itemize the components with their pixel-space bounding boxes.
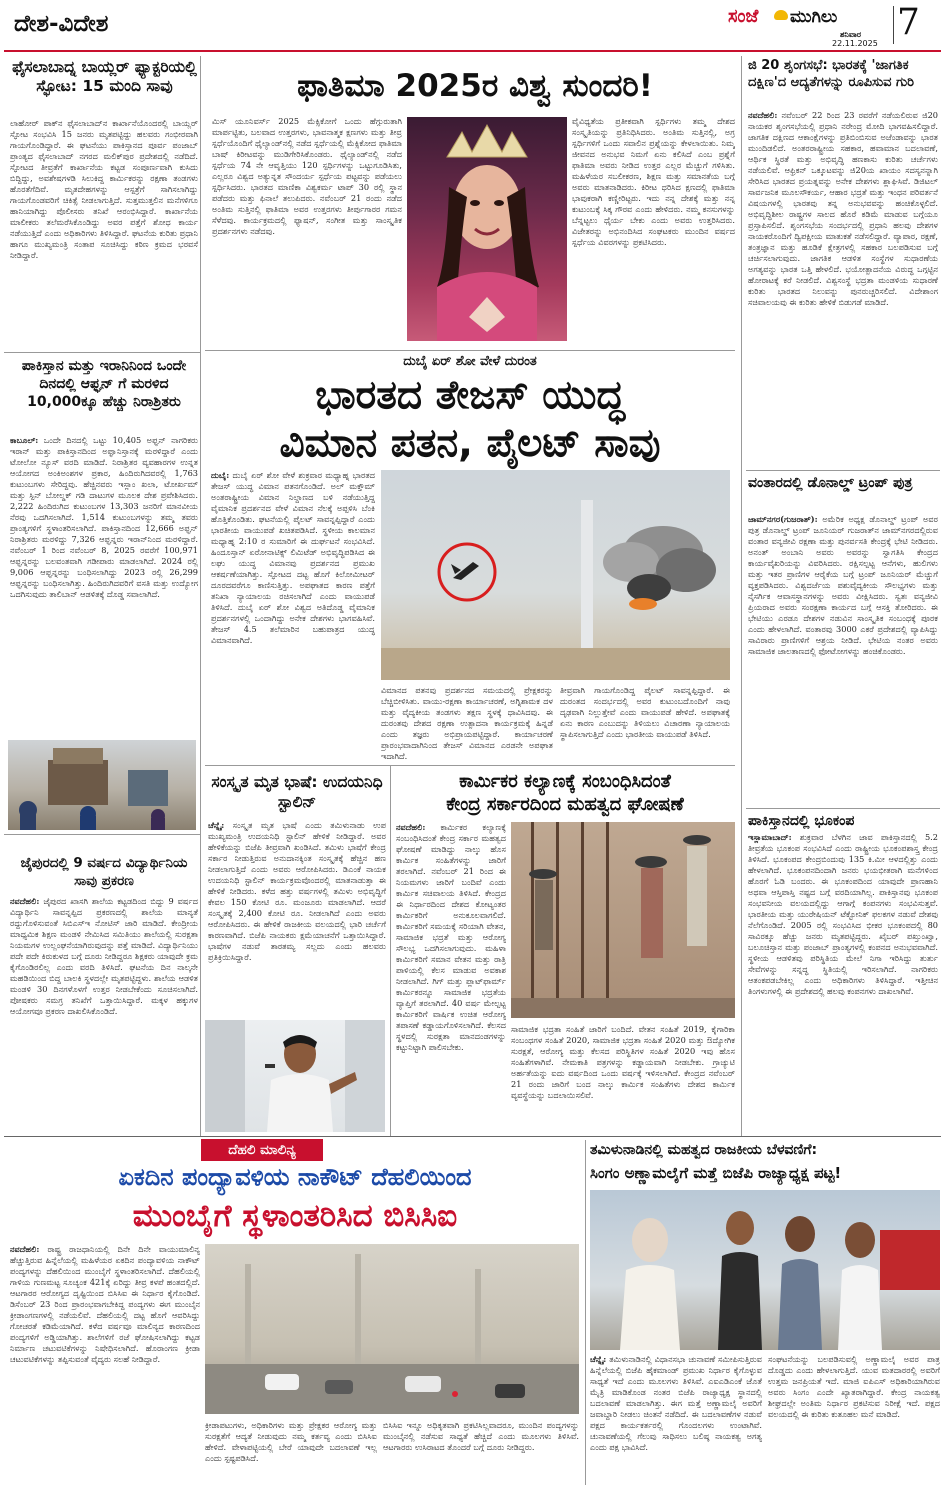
delhi-smog-traffic-scene	[205, 1244, 579, 1414]
quake-headline: ಪಾಕಿಸ್ತಾನದಲ್ಲಿ ಭೂಕಂಪ	[748, 813, 855, 829]
paper-name-mugilu: ಮುಗಿಲು	[790, 7, 838, 27]
udhayanidhi-headline: ಸಂಸ್ಕೃತ ಮೃತ ಭಾಷೆ: ಉದಯನಿಧಿ ಸ್ಟಾಲಿನ್	[211, 773, 383, 811]
cloud-logo-icon	[774, 10, 788, 20]
quake-body	[748, 832, 938, 1132]
g20-dateline: ನವದೆಹಲಿ:	[748, 110, 778, 120]
issue-date: 22.11.2025	[832, 39, 878, 48]
bcci-headline-line1: ಏಕದಿನ ಪಂದ್ಯಾವಳಿಯ ನಾಕೌಟ್ ದೆಹಲಿಯಿಂದ	[118, 1163, 472, 1191]
labour-headline-line1: ಕಾರ್ಮಿಕರ ಕಲ್ಯಾಣಕ್ಕೆ ಸಂಬಂಧಿಸಿದಂತೆ	[459, 771, 671, 792]
tejas-dateline: ದುಬೈ:	[211, 470, 230, 480]
labour-headline-line2: ಕೇಂದ್ರ ಸರ್ಕಾರದಿಂದ ಮಹತ್ವದ ಘೋಷಣೆ	[446, 794, 684, 815]
tejas-crash-scene	[381, 470, 730, 680]
tejas-body-mid	[381, 685, 553, 763]
udhayanidhi-body	[208, 820, 386, 1016]
fatima-crowned-portrait	[407, 117, 567, 341]
bcci-body-right	[383, 1420, 579, 1484]
issue-day: ಶನಿವಾರ	[840, 30, 862, 39]
fatima-body-right	[572, 116, 735, 344]
delhi-smog-photo	[205, 1244, 579, 1414]
masthead-logo	[728, 6, 888, 46]
quake-text: ಶುಕ್ರವಾರ ಬೆಳಗಿನ ಜಾವ ಪಾಕಿಸ್ತಾನದಲ್ಲಿ 5.2 ತೀವ್ರತೆಯ ಭೂಕಂಪ ಸಂಭವಿಸಿದೆ ಎಂದು ರಾಷ್ಟ್ರೀಯ ಭೂಕಂಪಶಾಸ್ತ್ರ ಕೇಂದ್ರ ತಿಳಿಸಿದೆ. ಭೂಕಂಪದ ಕೇಂದ್ರಬಿಂದುವು 135 ಕಿ.ಮೀ ಆಳದಲ್ಲಿತ್ತು ಎಂದು ಹೇಳಲಾಗಿದೆ. ಭೂಕಂಪನದಿಂದಾಗಿ ಜನರು ಭಯಭೀತರಾಗಿ ಮನೆಗಳಿಂದ ಹೊರಗೆ ಓಡಿ ಬಂದರು. ಈ ಭೂಕಂಪದಿಂದ ಯಾವುದೇ ಪ್ರಾಣಹಾನಿ ಅಥವಾ ಆಸ್ತಿಪಾಸ್ತಿ ನಷ್ಟದ ಬಗ್ಗೆ ವರದಿಯಾಗಿಲ್ಲ. ಪಾಕಿಸ್ತಾನವು ಭೂಕಂಪ ಸಂಭವನೀಯ ವಲಯದಲ್ಲಿದ್ದು ಆಗಾಗ್ಗೆ ಕಂಪನಗಳು ಸಂಭವಿಸುತ್ತವೆ. ಭಾರತೀಯ ಮತ್ತು ಯುರೇಷಿಯನ್ ಟೆಕ್ಟೋನಿಕ್ ಫಲಕಗಳ ನಡುವೆ ದೇಶವು ನೆಲೆಗೊಂಡಿದೆ. 2005 ರಲ್ಲಿ ಸಂಭವಿಸಿದ ಭೀಕರ ಭೂಕಂಪದಲ್ಲಿ 80 ಸಾವಿರಕ್ಕೂ ಹೆಚ್ಚು ಜನರು ಮೃತಪಟ್ಟಿದ್ದರು. ಖೈಬರ್ ಪಖ್ತುಂಖ್ವಾ, ಬಲೂಚಿಸ್ತಾನ ಮತ್ತು ಪಂಜಾಬ್ ಪ್ರಾಂತ್ಯಗಳಲ್ಲಿ ಕಂಪನದ ಅನುಭವವಾಗಿದೆ. ಸ್ಥಳೀಯ ಆಡಳಿತವು ಪರಿಸ್ಥಿತಿಯ ಮೇಲೆ ನಿಗಾ ಇರಿಸಿದ್ದು ತುರ್ತು ಸೇವೆಗಳನ್ನು ಸನ್ನದ್ಧ ಸ್ಥಿತಿಯಲ್ಲಿ ಇರಿಸಲಾಗಿದೆ. ನಾಗರಿಕರು ಆತಂಕಪಡಬೇಕಿಲ್ಲ ಎಂದು ಅಧಿಕಾರಿಗಳು ತಿಳಿಸಿದ್ದಾರೆ. ಇತ್ತೀಚಿನ ತಿಂಗಳುಗಳಲ್ಲಿ ಈ ಪ್ರದೇಶದಲ್ಲಿ ಹಲವು ಕಂಪನಗಳು ದಾಖಲಾಗಿವೆ.	[748, 832, 938, 996]
udhayanidhi-photo	[205, 1020, 385, 1132]
faisalabad-text: ಲಾಹೋರ್ ಪಾಕ್‌ನ ಫೈಸಲಾಬಾದ್‌ನ ಕಾರ್ಖಾನೆಯೊಂದರಲ್ಲಿ ಬಾಯ್ಲರ್ ಸ್ಫೋಟ ಸಂಭವಿಸಿ 15 ಜನರು ಮೃತಪಟ್ಟಿದ್ದು ಹಲವರು ಗಂಭೀರವಾಗಿ ಗಾಯಗೊಂಡಿದ್ದಾರೆ. ಈ ಘಟನೆಯು ಪಾಕಿಸ್ತಾನದ ಪೂರ್ವ ಪಂಜಾಬ್ ಪ್ರಾಂತ್ಯದ ಫೈಸಲಾಬಾದ್ ನಗರದ ಮಲಿಕ್‌ಪುರ ಪ್ರದೇಶದಲ್ಲಿ ನಡೆದಿದೆ. ಸ್ಫೋಟದ ತೀವ್ರತೆಗೆ ಕಾರ್ಖಾನೆಯ ಕಟ್ಟಡ ಸಂಪೂರ್ಣವಾಗಿ ಕುಸಿದು ಬಿದ್ದಿದ್ದು, ಅವಶೇಷಗಳಡಿ ಸಿಲುಕಿದ್ದ ಕಾರ್ಮಿಕರನ್ನು ರಕ್ಷಣಾ ತಂಡಗಳು ಹೊರತೆಗೆದಿವೆ. ಮೃತದೇಹಗಳನ್ನು ಆಸ್ಪತ್ರೆಗೆ ಸಾಗಿಸಲಾಗಿದ್ದು ಗಾಯಗೊಂಡವರಿಗೆ ಚಿಕಿತ್ಸೆ ನೀಡಲಾಗುತ್ತಿದೆ. ಸುತ್ತಮುತ್ತಲಿನ ಮನೆಗಳಿಗೂ ಹಾನಿಯಾಗಿದ್ದು ಪೊಲೀಸರು ತನಿಖೆ ಆರಂಭಿಸಿದ್ದಾರೆ. ಕಾರ್ಖಾನೆಯ ಮಾಲೀಕರು ತಲೆಮರೆಸಿಕೊಂಡಿದ್ದು ಅವರ ಪತ್ತೆಗೆ ಶೋಧ ಕಾರ್ಯ ನಡೆಯುತ್ತಿದೆ ಎಂದು ಅಧಿಕಾರಿಗಳು ತಿಳಿಸಿದ್ದಾರೆ. ಘಟನೆಯ ಕುರಿತು ಪ್ರಧಾನಿ ಹಾಗೂ ಮುಖ್ಯಮಂತ್ರಿ ಸಂತಾಪ ಸೂಚಿಸಿದ್ದು ಕಠಿಣ ಕ್ರಮದ ಭರವಸೆ ನೀಡಿದ್ದಾರೆ.	[10, 118, 198, 260]
faisalabad-body	[10, 118, 198, 346]
tejas-headline-line2: ವಿಮಾನ ಪತನ, ಪೈಲಟ್ ಸಾವು	[279, 421, 661, 466]
bcci-body-left	[10, 1244, 200, 1484]
fatima-text-right: ವೈವಿಧ್ಯತೆಯ ಪ್ರತೀಕವಾಗಿ ಸ್ಪರ್ಧಿಗಳು ತಮ್ಮ ದೇಶದ ಸಂಸ್ಕೃತಿಯನ್ನು ಪ್ರತಿನಿಧಿಸಿದರು. ಅಂತಿಮ ಸುತ್ತಿನಲ್ಲಿ, ಅಗ್ರ ಸ್ಪರ್ಧಿಗಳಿಗೆ ಒಂದು ಸವಾಲಿನ ಪ್ರಶ್ನೆಯನ್ನು ಕೇಳಲಾಯಿತು. ನಿಮ್ಮ ಜೀವನದ ಅನುಭವ ನಿಮಗೆ ಏನು ಕಲಿಸಿದೆ ಎಂಬ ಪ್ರಶ್ನೆಗೆ ಫಾತಿಮಾ ಅವರು ನೀಡಿದ ಉತ್ತರ ಎಲ್ಲರ ಮೆಚ್ಚುಗೆ ಗಳಿಸಿತು. ಮಹಿಳೆಯರ ಸಬಲೀಕರಣ, ಶಿಕ್ಷಣ ಮತ್ತು ಸಮಾನತೆಯ ಬಗ್ಗೆ ಅವರು ಮಾತನಾಡಿದರು. ಕಿರೀಟ ಧರಿಸಿದ ಕ್ಷಣದಲ್ಲಿ ಫಾತಿಮಾ ಭಾವುಕರಾಗಿ ಕಣ್ಣೀರಿಟ್ಟರು. ಇದು ನನ್ನ ದೇಶಕ್ಕೆ ಮತ್ತು ನನ್ನ ಕುಟುಂಬಕ್ಕೆ ಸಿಕ್ಕ ಗೌರವ ಎಂದು ಹೇಳಿದರು. ನಮ್ಮ ಕನಸುಗಳನ್ನು ಬೆನ್ನಟ್ಟಲು ಧೈರ್ಯ ಬೇಕು ಎಂದು ಅವರು ಉತ್ತರಿಸಿದರು. ವಿಜೇತರನ್ನು ಅಭಿನಂದಿಸಿದ ಸಂಘಟಕರು ಮುಂದಿನ ವರ್ಷದ ಸ್ಪರ್ಧೆಯ ವಿವರಗಳನ್ನು ಪ್ರಕಟಿಸಿದರು.	[572, 116, 735, 247]
g20-headline: ಜಿ 20 ಶೃಂಗಸಭೆ: ಭಾರತಕ್ಕೆ 'ಜಾಗತಿಕ ದಕ್ಷಿಣ'ದ ಆದ್ಯತೆಗಳನ್ನು ರೂಪಿಸುವ ಗುರಿ	[748, 58, 914, 90]
annamalai-modi-photo	[590, 1190, 940, 1350]
udhayanidhi-speaking-scene	[205, 1020, 385, 1132]
afghan-text: ಒಂದೇ ದಿನದಲ್ಲಿ ಒಟ್ಟು 10,405 ಅಫ್ಘನ್ ನಾಗರಿಕರು ಇರಾನ್ ಮತ್ತು ಪಾಕಿಸ್ತಾನದಿಂದ ಅಫ್ಘಾನಿಸ್ತಾನಕ್ಕೆ ಮರಳಿದ್ದಾರೆ ಎಂದು ಟೋಲೋ ನ್ಯೂಸ್ ವರದಿ ಮಾಡಿದೆ. ನಿರಾಶ್ರಿತರ ವ್ಯವಹಾರಗಳ ಉನ್ನತ ಆಯೋಗದ ಅಂಕಿಅಂಶಗಳ ಪ್ರಕಾರ, ಹಿಂದಿರುಗಿದವರಲ್ಲಿ 1,763 ಕುಟುಂಬಗಳು ಸೇರಿದ್ದವು. ಹೆಚ್ಚಿನವರು ಇಸ್ಲಾಂ ಖಲಾ, ಟೋರ್ಖಮ್ ಮತ್ತು ಸ್ಪಿನ್ ಬೋಲ್ಡಕ್ ಗಡಿ ದಾಟುಗಳ ಮೂಲಕ ದೇಶ ಪ್ರವೇಶಿಸಿದರು. 2,222 ಹಿಂದಿರುಗಿದ ಕುಟುಂಬಗಳ 13,303 ಜನರಿಗೆ ಮಾನವೀಯ ನೆರವು ಒದಗಿಸಲಾಗಿದೆ. 1,514 ಕುಟುಂಬಗಳನ್ನು ತಮ್ಮ ತವರು ಪ್ರಾಂತ್ಯಗಳಿಗೆ ಸ್ಥಳಾಂತರಿಸಲಾಗಿದೆ. ಪಾಕಿಸ್ತಾನದಿಂದ 12,666 ಅಫ್ಘನ್ ನಿರಾಶ್ರಿತರು ಮರಳಿದ್ದು 7,326 ಆಫ್ಘನ್ನರು ಇರಾನ್‌ನಿಂದ ಮರಳಿದ್ದಾರೆ. ನವೆಂಬರ್ 1 ರಿಂದ ನವೆಂಬರ್ 8, 2025 ರವರೆಗೆ 100,971 ಆಫ್ಘನ್ನರನ್ನು ಬಲವಂತವಾಗಿ ಗಡೀಪಾರು ಮಾಡಲಾಗಿದೆ. 2024 ರಲ್ಲಿ 9,006 ಆಫ್ಘನ್ನರನ್ನು ಬಂಧಿಸಲಾಗಿದ್ದು 2023 ರಲ್ಲಿ 26,299 ಆಫ್ಘನ್ನರನ್ನು ಬಂಧಿಸಲಾಗಿತ್ತು. ಹಿಂದಿರುಗಿದವರಿಗೆ ವಸತಿ ಮತ್ತು ಉದ್ಯೋಗ ಒದಗಿಸುವುದು ತಾಲಿಬಾನ್ ಆಡಳಿತಕ್ಕೆ ದೊಡ್ಡ ಸವಾಲಾಗಿದೆ.	[10, 435, 198, 599]
fatima-text-left: ಮಿಸ್ ಯೂನಿವರ್ಸ್ 2025 ಮೆಕ್ಸಿಕೋಗೆ ಒಂದು ಹೆಗ್ಗುರುತಾಗಿ ಮಾರ್ಪಟ್ಟಿತು, ಬಲವಾದ ಉತ್ತರಗಳು, ಭಾವನಾತ್ಮಕ ಕ್ಷಣಗಳು ಮತ್ತು ತೀವ್ರ ಸ್ಪರ್ಧೆಯೊಂದಿಗೆ ಥೈಲ್ಯಾಂಡ್‌ನಲ್ಲಿ ನಡೆದ ಸ್ಪರ್ಧೆಯಲ್ಲಿ ಮೆಕ್ಸಿಕೋದ ಫಾತಿಮಾ ಬಾಷ್ ಕಿರೀಟವನ್ನು ಮುಡಿಗೇರಿಸಿಕೊಂಡರು. ಥೈಲ್ಯಾಂಡ್‌ನಲ್ಲಿ ನಡೆದ ಸ್ಪರ್ಧೆಯ 74 ನೇ ಆವೃತ್ತಿಯು 120 ಸ್ಪರ್ಧಿಗಳನ್ನು ಒಟ್ಟುಗೂಡಿಸಿತು, ಎಲ್ಲರೂ ವಿಶ್ವದ ಅತ್ಯುನ್ನತ ಸೌಂದರ್ಯ ಸ್ಪರ್ಧೆಯ ಪಟ್ಟವನ್ನು ಪಡೆಯಲು ಸ್ಪರ್ಧಿಸಿದರು. ಭಾರತದ ಮಾಣಿಕಾ ವಿಶ್ವಕರ್ಮ ಟಾಪ್ 30 ರಲ್ಲಿ ಸ್ಥಾನ ಪಡೆದರು ಮತ್ತು ಫಿನಾಲೆ ತಲುಪಿದರು. ನವೆಂಬರ್ 21 ರಂದು ನಡೆದ ಅಂತಿಮ ಸುತ್ತಿನಲ್ಲಿ ಫಾತಿಮಾ ಅವರ ಉತ್ತರಗಳು ತೀರ್ಪುಗಾರರ ಗಮನ ಸೆಳೆದವು. ಕಾರ್ಯಕ್ರಮದಲ್ಲಿ ಫ್ಯಾಷನ್, ಸಂಗೀತ ಮತ್ತು ಸಾಂಸ್ಕೃತಿಕ ಪ್ರದರ್ಶನಗಳು ನಡೆದವು.	[212, 116, 402, 236]
afghan-headline: ಪಾಕಿಸ್ತಾನ ಮತ್ತು ಇರಾನಿನಿಂದ ಒಂದೇ ದಿನದಲ್ಲಿ ಆಫ್ಘನ್ ಗೆ ಮರಳಿದ 10,000ಕ್ಕೂ ಹೆಚ್ಚು ನಿರಾಶ್ರಿತರು	[21, 358, 187, 410]
udhayanidhi-dateline: ಚೆನ್ನೈ:	[208, 820, 225, 830]
annamalai-headline-line1: ತಮಿಳುನಾಡಿನಲ್ಲಿ ಮಹತ್ವದ ರಾಜಕೀಯ ಬೆಳವಣಿಗೆ:	[590, 1142, 818, 1158]
tejas-text-left: ದುಬೈ ಏರ್ ಶೋ ವೇಳೆ ಶುಕ್ರವಾರ ಮಧ್ಯಾಹ್ನ ಭಾರತದ ತೇಜಸ್ ಯುದ್ಧ ವಿಮಾನ ಪತನಗೊಂಡಿದೆ. ಅಲ್ ಮಕ್ತೌಮ್ ಅಂತರಾಷ್ಟ್ರೀಯ ವಿಮಾನ ನಿಲ್ದಾಣದ ಬಳಿ ನಡೆಯುತ್ತಿದ್ದ ವೈಮಾನಿಕ ಪ್ರದರ್ಶನದ ವೇಳೆ ವಿಮಾನ ನೆಲಕ್ಕೆ ಅಪ್ಪಳಿಸಿ ಬೆಂಕಿ ಹೊತ್ತಿಕೊಂಡಿತು. ಘಟನೆಯಲ್ಲಿ ಪೈಲಟ್ ಸಾವನ್ನಪ್ಪಿದ್ದಾರೆ ಎಂದು ಭಾರತೀಯ ವಾಯುಪಡೆ ಖಚಿತಪಡಿಸಿದೆ. ಸ್ಥಳೀಯ ಕಾಲಮಾನ ಮಧ್ಯಾಹ್ನ 2:10 ರ ಸುಮಾರಿಗೆ ಈ ದುರ್ಘಟನೆ ಸಂಭವಿಸಿದೆ. ಹಿಂದೂಸ್ತಾನ್ ಏರೋನಾಟಿಕ್ಸ್ ಲಿಮಿಟೆಡ್ ಅಭಿವೃದ್ಧಿಪಡಿಸಿದ ಈ ಲಘು ಯುದ್ಧ ವಿಮಾನವು ಪ್ರದರ್ಶನದ ಪ್ರಮುಖ ಆಕರ್ಷಣೆಯಾಗಿತ್ತು. ಸ್ಫೋಟದ ದಟ್ಟ ಹೊಗೆ ಕಿಲೋಮೀಟರ್ ದೂರದವರೆಗೂ ಕಾಣಿಸುತ್ತಿತ್ತು. ಅಪಘಾತದ ಕಾರಣ ಪತ್ತೆಗೆ ತನಿಖಾ ನ್ಯಾಯಾಲಯ ರಚಿಸಲಾಗಿದೆ ಎಂದು ವಾಯುಪಡೆ ತಿಳಿಸಿದೆ. ದುಬೈ ಏರ್ ಶೋ ವಿಶ್ವದ ಅತಿದೊಡ್ಡ ವೈಮಾನಿಕ ಪ್ರದರ್ಶನಗಳಲ್ಲಿ ಒಂದಾಗಿದ್ದು ಅನೇಕ ದೇಶಗಳು ಭಾಗವಹಿಸಿವೆ. ತೇಜಸ್ 4.5 ತಲೆಮಾರಿನ ಬಹುಪಾತ್ರದ ಯುದ್ಧ ವಿಮಾನವಾಗಿದೆ.	[211, 470, 375, 645]
trump-body	[748, 514, 938, 806]
jaipur-headline: ಜೈಪುರದಲ್ಲಿ 9 ವರ್ಷದ ವಿದ್ಯಾರ್ಥಿನಿಯ ಸಾವು ಪ್ರಕರಣ	[20, 855, 188, 889]
tejas-text-right: ತೀವ್ರವಾಗಿ ಗಾಯಗೊಂಡಿದ್ದ ಪೈಲಟ್ ಸಾವನ್ನಪ್ಪಿದ್ದಾರೆ. ಈ ದುರಂತದ ಸಂದರ್ಭದಲ್ಲಿ ಅವರ ಕುಟುಂಬದೊಂದಿಗೆ ನಾವು ದೃಢವಾಗಿ ನಿಲ್ಲುತ್ತೇವೆ ಎಂದು ವಾಯುಪಡೆ ಹೇಳಿದೆ. ಅಪಘಾತಕ್ಕೆ ಏನು ಕಾರಣ ಎಂಬುದನ್ನು ತಿಳಿಯಲು ವಿಚಾರಣಾ ನ್ಯಾಯಾಲಯ ಸ್ಥಾಪಿಸಲಾಗುತ್ತಿದೆ ಎಂದು ಭಾರತೀಯ ವಾಯುಪಡೆ ತಿಳಿಸಿದೆ.	[560, 685, 730, 739]
bcci-body-mid	[205, 1420, 377, 1484]
labour-workers-photo	[511, 822, 735, 1018]
page-number: 7	[897, 2, 920, 43]
labour-text-left: ಕಾರ್ಮಿಕರ ಕಲ್ಯಾಣಕ್ಕೆ ಸಂಬಂಧಿಸಿದಂತೆ ಕೇಂದ್ರ ಸರ್ಕಾರ ಮಹತ್ವದ ಘೋಷಣೆ ಮಾಡಿದ್ದು ನಾಲ್ಕು ಹೊಸ ಕಾರ್ಮಿಕ ಸಂಹಿತೆಗಳನ್ನು ಜಾರಿಗೆ ತರಲಾಗಿದೆ. ನವೆಂಬರ್ 21 ರಿಂದ ಈ ನಿಯಮಗಳು ಜಾರಿಗೆ ಬಂದಿವೆ ಎಂದು ಕಾರ್ಮಿಕ ಸಚಿವಾಲಯ ತಿಳಿಸಿದೆ. ಕೇಂದ್ರದ ಈ ನಿರ್ಧಾರದಿಂದ ದೇಶದ ಕೋಟ್ಯಂತರ ಕಾರ್ಮಿಕರಿಗೆ ಅನುಕೂಲವಾಗಲಿದೆ. ಕಾರ್ಮಿಕರಿಗೆ ಸಮಯಕ್ಕೆ ಸರಿಯಾಗಿ ವೇತನ, ಸಾಮಾಜಿಕ ಭದ್ರತೆ ಮತ್ತು ಆರೋಗ್ಯ ಸೌಲಭ್ಯ ಒದಗಿಸಲಾಗುವುದು. ಮಹಿಳಾ ಕಾರ್ಮಿಕರಿಗೆ ಸಮಾನ ವೇತನ ಮತ್ತು ರಾತ್ರಿ ಪಾಳಿಯಲ್ಲಿ ಕೆಲಸ ಮಾಡುವ ಅವಕಾಶ ನೀಡಲಾಗಿದೆ. ಗಿಗ್ ಮತ್ತು ಪ್ಲಾಟ್‌ಫಾರ್ಮ್ ಕಾರ್ಮಿಕರನ್ನೂ ಸಾಮಾಜಿಕ ಭದ್ರತೆಯ ವ್ಯಾಪ್ತಿಗೆ ತರಲಾಗಿದೆ. 40 ವರ್ಷ ಮೇಲ್ಪಟ್ಟ ಕಾರ್ಮಿಕರಿಗೆ ವಾರ್ಷಿಕ ಉಚಿತ ಆರೋಗ್ಯ ತಪಾಸಣೆ ಕಡ್ಡಾಯಗೊಳಿಸಲಾಗಿದೆ. ಕೆಲಸದ ಸ್ಥಳದಲ್ಲಿ ಸುರಕ್ಷತಾ ಮಾನದಂಡಗಳನ್ನು ಕಟ್ಟುನಿಟ್ಟಾಗಿ ಪಾಲಿಸಬೇಕು.	[396, 822, 506, 1052]
labour-construction-scene	[511, 822, 735, 1018]
refugees-truck-scene	[8, 740, 196, 830]
tejas-text-mid: ವಿಮಾನದ ಪತನವು ಪ್ರದರ್ಶನದ ಸಮಯದಲ್ಲಿ ಪ್ರೇಕ್ಷಕರನ್ನು ಬೆಚ್ಚಿಬೀಳಿಸಿತು. ವಾಯು-ರಕ್ಷಣಾ ಕಾರ್ಯಾಚರಣೆ, ಅಗ್ನಿಶಾಮಕ ದಳ ಮತ್ತು ವೈದ್ಯಕೀಯ ತಂಡಗಳು ತಕ್ಷಣ ಸ್ಥಳಕ್ಕೆ ಧಾವಿಸಿದವು. ಈ ದುರಂತವು ದೇಶದ ರಕ್ಷಣಾ ಉತ್ಪಾದನಾ ಕಾರ್ಯಕ್ರಮಕ್ಕೆ ಹಿನ್ನಡೆ ಎಂದು ತಜ್ಞರು ಅಭಿಪ್ರಾಯಪಟ್ಟಿದ್ದಾರೆ. ಕಾರ್ಯಾಚರಣೆ ಪ್ರಾರಂಭವಾದಾಗಿನಿಂದ ತೇಜಸ್ ವಿಮಾನದ ಎರಡನೇ ಅಪಘಾತ ಇದಾಗಿದೆ.	[381, 685, 553, 761]
paper-name-sanje: ಸಂಜೆ	[728, 6, 759, 27]
labour-body-right	[511, 1024, 735, 1132]
bcci-text-right: ಬಿಸಿಸಿಐ ಇನ್ನೂ ಅಧಿಕೃತವಾಗಿ ಪ್ರಕಟಿಸಿಲ್ಲವಾದರೂ, ಮುಂದಿನ ಪಂದ್ಯಗಳನ್ನು ಮುಂಬೈನಲ್ಲಿ ನಡೆಸುವ ಸಾಧ್ಯತೆ ಹೆಚ್ಚಿದೆ ಎಂದು ಮೂಲಗಳು ತಿಳಿಸಿವೆ. ಆಟಗಾರರು ಉಸಿರಾಟದ ತೊಂದರೆ ಬಗ್ಗೆ ದೂರು ನೀಡಿದ್ದರು.	[383, 1420, 579, 1452]
bcci-kicker: ದೆಹಲಿ ಮಾಲಿನ್ಯ	[201, 1139, 323, 1161]
afghan-body	[10, 435, 198, 733]
g20-text: ನವೆಂಬರ್ 22 ರಿಂದ 23 ರವರೆಗೆ ನಡೆಯಲಿರುವ ಜಿ20 ನಾಯಕರ ಶೃಂಗಸಭೆಯಲ್ಲಿ ಪ್ರಧಾನಿ ನರೇಂದ್ರ ಮೋದಿ ಭಾಗವಹಿಸಲಿದ್ದಾರೆ. ಜಾಗತಿಕ ದಕ್ಷಿಣದ ಆಕಾಂಕ್ಷೆಗಳನ್ನು ಪ್ರತಿಬಿಂಬಿಸುವ ಅಜೆಂಡಾವನ್ನು ಭಾರತ ಮುಂದಿಡಲಿದೆ. ಅಂತರರಾಷ್ಟ್ರೀಯ ಸಹಕಾರ, ಹವಾಮಾನ ಬದಲಾವಣೆ, ಆರ್ಥಿಕ ಸ್ಥಿರತೆ ಮತ್ತು ಅಭಿವೃದ್ಧಿ ಹಣಕಾಸು ಕುರಿತು ಚರ್ಚೆಗಳು ನಡೆಯಲಿವೆ. ಆಫ್ರಿಕನ್ ಒಕ್ಕೂಟವನ್ನು ಜಿ20ಯ ಖಾಯಂ ಸದಸ್ಯನನ್ನಾಗಿ ಸೇರಿಸಿದ ಭಾರತದ ಪ್ರಯತ್ನವನ್ನು ಅನೇಕ ದೇಶಗಳು ಶ್ಲಾಘಿಸಿವೆ. ಡಿಜಿಟಲ್ ಸಾರ್ವಜನಿಕ ಮೂಲಸೌಕರ್ಯ, ಆಹಾರ ಭದ್ರತೆ ಮತ್ತು ಇಂಧನ ಪರಿವರ್ತನೆ ವಿಷಯಗಳಲ್ಲಿ ಭಾರತವು ತನ್ನ ಅನುಭವವನ್ನು ಹಂಚಿಕೊಳ್ಳಲಿದೆ. ಅಭಿವೃದ್ಧಿಶೀಲ ರಾಷ್ಟ್ರಗಳ ಸಾಲದ ಹೊರೆ ಕಡಿಮೆ ಮಾಡುವ ಬಗ್ಗೆಯೂ ಪ್ರಸ್ತಾಪಿಸಲಿದೆ. ಶೃಂಗಸಭೆಯ ಸಂದರ್ಭದಲ್ಲಿ ಪ್ರಧಾನಿ ಹಲವು ದೇಶಗಳ ನಾಯಕರೊಂದಿಗೆ ದ್ವಿಪಕ್ಷೀಯ ಮಾತುಕತೆ ನಡೆಸಲಿದ್ದಾರೆ. ವ್ಯಾಪಾರ, ರಕ್ಷಣೆ, ತಂತ್ರಜ್ಞಾನ ಮತ್ತು ಹೂಡಿಕೆ ಕ್ಷೇತ್ರಗಳಲ್ಲಿ ಸಹಕಾರ ಬಲಪಡಿಸುವ ಬಗ್ಗೆ ಚರ್ಚಿಸಲಾಗುವುದು. ಜಾಗತಿಕ ಆಡಳಿತ ಸಂಸ್ಥೆಗಳ ಸುಧಾರಣೆಯ ಅಗತ್ಯವನ್ನು ಭಾರತ ಒತ್ತಿ ಹೇಳಲಿದೆ. ಭಯೋತ್ಪಾದನೆಯ ವಿರುದ್ಧ ಒಗ್ಗಟ್ಟಿನ ಹೋರಾಟಕ್ಕೆ ಕರೆ ನೀಡಲಿದೆ. ವಿಶ್ವಸಂಸ್ಥೆ ಭದ್ರತಾ ಮಂಡಳಿಯ ಸುಧಾರಣೆ ಕುರಿತು ಭಾರತದ ನಿಲುವನ್ನು ಪುನರುಚ್ಚರಿಸಲಿದೆ. ವಿದೇಶಾಂಗ ಸಚಿವಾಲಯವು ಈ ಕುರಿತು ಹೇಳಿಕೆ ಬಿಡುಗಡೆ ಮಾಡಿದೆ.	[748, 110, 938, 307]
jaipur-text: ಜೈಪುರದ ಖಾಸಗಿ ಶಾಲೆಯ ಕಟ್ಟಡದಿಂದ ಬಿದ್ದು 9 ವರ್ಷದ ವಿದ್ಯಾರ್ಥಿನಿ ಸಾವನ್ನಪ್ಪಿದ ಪ್ರಕರಣದಲ್ಲಿ ಶಾಲೆಯ ಮಾನ್ಯತೆ ರದ್ದುಗೊಳಿಸುವಂತೆ ಸಿಬಿಎಸ್‌ಇ ನೋಟಿಸ್ ಜಾರಿ ಮಾಡಿದೆ. ಕೇಂದ್ರೀಯ ಮಾಧ್ಯಮಿಕ ಶಿಕ್ಷಣ ಮಂಡಳಿ ನೇಮಿಸಿದ ಸಮಿತಿಯು ಶಾಲೆಯಲ್ಲಿ ಸುರಕ್ಷತಾ ನಿಯಮಗಳ ಉಲ್ಲಂಘನೆಯಾಗಿರುವುದನ್ನು ಪತ್ತೆ ಮಾಡಿದೆ. ವಿದ್ಯಾರ್ಥಿನಿಯು ಪದೇ ಪದೇ ಕಿರುಕುಳದ ಬಗ್ಗೆ ದೂರು ನೀಡಿದ್ದರೂ ಶಿಕ್ಷಕರು ಯಾವುದೇ ಕ್ರಮ ಕೈಗೊಂಡಿರಲಿಲ್ಲ ಎಂದು ವರದಿ ತಿಳಿಸಿದೆ. ಘಟನೆಯ ದಿನ ನಾಲ್ಕನೇ ಮಹಡಿಯಿಂದ ಬಿದ್ದ ಬಾಲಕಿ ಸ್ಥಳದಲ್ಲೇ ಮೃತಪಟ್ಟಿದ್ದಳು. ಶಾಲೆಯ ಆಡಳಿತ ಮಂಡಳಿ 30 ದಿನಗಳೊಳಗೆ ಉತ್ತರ ನೀಡಬೇಕೆಂದು ಸೂಚಿಸಲಾಗಿದೆ. ಪೋಷಕರು ಸಮಗ್ರ ತನಿಖೆಗೆ ಒತ್ತಾಯಿಸಿದ್ದಾರೆ. ಮಕ್ಕಳ ಹಕ್ಕುಗಳ ಆಯೋಗವೂ ಪ್ರಕರಣ ದಾಖಲಿಸಿಕೊಂಡಿದೆ.	[10, 896, 198, 1016]
bcci-dateline: ನವದೆಹಲಿ:	[10, 1244, 40, 1254]
trump-headline: ವಂತಾರದಲ್ಲಿ ಡೊನಾಲ್ಡ್ ಟ್ರಂಪ್ ಪುತ್ರ	[748, 475, 913, 491]
trump-text: ಅಮೆರಿಕ ಅಧ್ಯಕ್ಷ ಡೊನಾಲ್ಡ್ ಟ್ರಂಪ್ ಅವರ ಪುತ್ರ ಡೊನಾಲ್ಡ್ ಟ್ರಂಪ್ ಜೂನಿಯರ್ ಗುಜರಾತ್‌ನ ಜಾಮ್‌ನಗರದಲ್ಲಿರುವ ವಂತಾರ ವನ್ಯಜೀವಿ ರಕ್ಷಣಾ ಮತ್ತು ಪುನರ್ವಸತಿ ಕೇಂದ್ರಕ್ಕೆ ಭೇಟಿ ನೀಡಿದರು. ಅನಂತ್ ಅಂಬಾನಿ ಅವರು ಅವರನ್ನು ಸ್ವಾಗತಿಸಿ ಕೇಂದ್ರದ ಕಾರ್ಯವೈಖರಿಯನ್ನು ವಿವರಿಸಿದರು. ರಕ್ಷಿಸಲ್ಪಟ್ಟ ಆನೆಗಳು, ಹುಲಿಗಳು ಮತ್ತು ಇತರ ಪ್ರಾಣಿಗಳ ಆರೈಕೆಯ ಬಗ್ಗೆ ಟ್ರಂಪ್ ಜೂನಿಯರ್ ಮೆಚ್ಚುಗೆ ವ್ಯಕ್ತಪಡಿಸಿದರು. ವಿಶ್ವದರ್ಜೆಯ ಪಶುವೈದ್ಯಕೀಯ ಸೌಲಭ್ಯಗಳು ಮತ್ತು ನೈಸರ್ಗಿಕ ಆವಾಸಸ್ಥಾನಗಳನ್ನು ಅವರು ವೀಕ್ಷಿಸಿದರು. ಸ್ವತಃ ವನ್ಯಜೀವಿ ಪ್ರಿಯರಾದ ಅವರು ಸಂರಕ್ಷಣಾ ಕಾರ್ಯದ ಬಗ್ಗೆ ಆಸಕ್ತಿ ತೋರಿದರು. ಈ ಭೇಟಿಯು ಎರಡೂ ದೇಶಗಳ ನಡುವಿನ ಸಾಂಸ್ಕೃತಿಕ ಸಂಬಂಧಕ್ಕೆ ಪೂರಕ ಎಂದು ಹೇಳಲಾಗಿದೆ. ವಂತಾರವು 3000 ಎಕರೆ ಪ್ರದೇಶದಲ್ಲಿ ವ್ಯಾಪಿಸಿದ್ದು ಸಾವಿರಾರು ಪ್ರಾಣಿಗಳಿಗೆ ಆಶ್ರಯ ನೀಡಿದೆ. ಭೇಟಿಯ ನಂತರ ಅವರು ಸಾಮಾಜಿಕ ಜಾಲತಾಣದಲ್ಲಿ ಫೋಟೋಗಳನ್ನು ಹಂಚಿಕೊಂಡರು.	[748, 514, 938, 656]
annamalai-text-right: ಸಂಘಟನೆಯನ್ನು ಬಲಪಡಿಸುವಲ್ಲಿ ಅಣ್ಣಾಮಲೈ ಅವರ ಪಾತ್ರ ದೊಡ್ಡದು ಎಂದು ಹೇಳಲಾಗುತ್ತಿದೆ. ಯುವ ಮತದಾರರಲ್ಲಿ ಅವರಿಗೆ ಉತ್ತಮ ಜನಪ್ರಿಯತೆ ಇದೆ. ಮಾಜಿ ಐಪಿಎಸ್ ಅಧಿಕಾರಿಯಾಗಿರುವ ಅವರು ಸಿಂಗಂ ಎಂದೇ ಖ್ಯಾತರಾಗಿದ್ದಾರೆ. ಕೇಂದ್ರ ನಾಯಕತ್ವ ಶೀಘ್ರದಲ್ಲೇ ಅಂತಿಮ ನಿರ್ಧಾರ ಪ್ರಕಟಿಸುವ ನಿರೀಕ್ಷೆ ಇದೆ. ಪಕ್ಷದ ವಲಯದಲ್ಲಿ ಈ ಕುರಿತು ಕುತೂಹಲ ಮನೆ ಮಾಡಿದೆ.	[768, 1354, 940, 1419]
fatima-headline: ಫಾತಿಮಾ 2025ರ ವಿಶ್ವ ಸುಂದರಿ!	[297, 68, 653, 104]
annamalai-text-left: ತಮಿಳುನಾಡಿನಲ್ಲಿ ವಿಧಾನಸಭಾ ಚುನಾವಣೆ ಸಮೀಪಿಸುತ್ತಿರುವ ಹಿನ್ನೆಲೆಯಲ್ಲಿ ಬಿಜೆಪಿ ಹೈಕಮಾಂಡ್ ಪ್ರಮುಖ ನಿರ್ಧಾರ ಕೈಗೊಳ್ಳುವ ಸಾಧ್ಯತೆ ಇದೆ ಎಂದು ಮೂಲಗಳು ತಿಳಿಸಿವೆ. ಎಐಎಡಿಎಂಕೆ ಜೊತೆ ಮೈತ್ರಿ ಮಾಡಿಕೊಂಡ ನಂತರ ಬಿಜೆಪಿ ರಾಜ್ಯಾಧ್ಯಕ್ಷ ಸ್ಥಾನದಲ್ಲಿ ಬದಲಾವಣೆ ಮಾಡಲಾಗಿತ್ತು. ಈಗ ಮತ್ತೆ ಅಣ್ಣಾಮಲೈ ಅವರಿಗೆ ಜವಾಬ್ದಾರಿ ನೀಡಲು ಚಿಂತನೆ ನಡೆದಿದೆ. ಈ ಬದಲಾವಣೆಗಳ ನಡುವೆ ಪಕ್ಷದ ಕಾರ್ಯಕರ್ತರಲ್ಲಿ ಗೊಂದಲಗಳು ಉಂಟಾಗಿವೆ. ಚುನಾವಣೆಯಲ್ಲಿ ಗೆಲುವು ಸಾಧಿಸಲು ಬಲಿಷ್ಠ ನಾಯಕತ್ವ ಅಗತ್ಯ ಎಂದು ಪಕ್ಷ ಭಾವಿಸಿದೆ.	[590, 1354, 762, 1452]
g20-body	[748, 110, 938, 466]
annamalai-headline-line2: ಸಿಂಗಂ ಅಣ್ಣಾಮಲೈಗೆ ಮತ್ತೆ ಬಿಜೆಪಿ ರಾಜ್ಯಾಧ್ಯಕ್ಷ ಪಟ್ಟ!	[590, 1164, 842, 1182]
section-title: ದೇಶ-ವಿದೇಶ	[14, 11, 109, 37]
annamalai-dateline: ಚೆನ್ನೈ:	[590, 1354, 607, 1364]
jaipur-body	[10, 896, 198, 1130]
faisalabad-headline: ಫೈಸಲಾಬಾದ್ನ ಬಾಯ್ಲರ್ ಫ್ಯಾಕ್ಟರಿಯಲ್ಲಿ ಸ್ಫೋಟ: 15 ಮಂದಿ ಸಾವು	[12, 58, 197, 95]
trump-dateline: ಜಾಮ್‌ನಗರ(ಗುಜರಾತ್):	[748, 514, 818, 524]
refugees-photo	[8, 740, 196, 830]
labour-text-right: ಸಾಮಾಜಿಕ ಭದ್ರತಾ ಸಂಹಿತೆ ಜಾರಿಗೆ ಬಂದಿದೆ. ವೇತನ ಸಂಹಿತೆ 2019, ಕೈಗಾರಿಕಾ ಸಂಬಂಧಗಳ ಸಂಹಿತೆ 2020, ಸಾಮಾಜಿಕ ಭದ್ರತಾ ಸಂಹಿತೆ 2020 ಮತ್ತು ಔದ್ಯೋಗಿಕ ಸುರಕ್ಷತೆ, ಆರೋಗ್ಯ ಮತ್ತು ಕೆಲಸದ ಪರಿಸ್ಥಿತಿಗಳ ಸಂಹಿತೆ 2020 ಇವು ಹೊಸ ಸಂಹಿತೆಗಳಾಗಿವೆ. ನೇಮಕಾತಿ ಪತ್ರಗಳನ್ನು ಕಡ್ಡಾಯವಾಗಿ ನೀಡಬೇಕು. ಗ್ರಾಚ್ಯುಟಿ ಅರ್ಹತೆಯನ್ನು ಐದು ವರ್ಷದಿಂದ ಒಂದು ವರ್ಷಕ್ಕೆ ಇಳಿಸಲಾಗಿದೆ. ಕೇಂದ್ರದ ನವೆಂಬರ್ 21 ರಂದು ಜಾರಿಗೆ ಬಂದ ನಾಲ್ಕು ಕಾರ್ಮಿಕ ಸಂಹಿತೆಗಳು ದೇಶದ ಕಾರ್ಮಿಕ ವ್ಯವಸ್ಥೆಯನ್ನು ಬದಲಾಯಿಸಲಿವೆ.	[511, 1024, 735, 1100]
jaipur-dateline: ನವದೆಹಲಿ:	[10, 896, 40, 906]
bcci-text-left: ರಾಷ್ಟ್ರ ರಾಜಧಾನಿಯಲ್ಲಿ ದಿನೇ ದಿನೇ ವಾಯುಮಾಲಿನ್ಯ ಹೆಚ್ಚುತ್ತಿರುವ ಹಿನ್ನೆಲೆಯಲ್ಲಿ ಮಹಿಳೆಯರ ಏಕದಿನ ಪಂದ್ಯಾವಳಿಯ ನಾಕೌಟ್ ಪಂದ್ಯಗಳನ್ನು ದೆಹಲಿಯಿಂದ ಮುಂಬೈಗೆ ಸ್ಥಳಾಂತರಿಸಲಾಗಿದೆ. ದೆಹಲಿಯಲ್ಲಿ ಗಾಳಿಯ ಗುಣಮಟ್ಟ ಸೂಚ್ಯಂಕ 421ಕ್ಕೆ ಏರಿದ್ದು ತೀವ್ರ ಕಳಪೆ ಹಂತದಲ್ಲಿದೆ. ಆಟಗಾರರ ಆರೋಗ್ಯದ ದೃಷ್ಟಿಯಿಂದ ಬಿಸಿಸಿಐ ಈ ನಿರ್ಧಾರ ಕೈಗೊಂಡಿದೆ. ಡಿಸೆಂಬರ್ 23 ರಿಂದ ಪ್ರಾರಂಭವಾಗಬೇಕಿದ್ದ ಪಂದ್ಯಗಳು ಈಗ ಮುಂಬೈನ ಕ್ರೀಡಾಂಗಣಗಳಲ್ಲಿ ನಡೆಯಲಿವೆ. ದೆಹಲಿಯಲ್ಲಿ ದಟ್ಟ ಹೊಗೆ ಆವರಿಸಿದ್ದು ಗೋಚರತೆ ಕಡಿಮೆಯಾಗಿದೆ. ಕಳೆದ ವರ್ಷವೂ ಮಾಲಿನ್ಯದ ಕಾರಣದಿಂದ ಪಂದ್ಯಗಳಿಗೆ ಅಡ್ಡಿಯಾಗಿತ್ತು. ಶಾಲೆಗಳಿಗೆ ರಜೆ ಘೋಷಿಸಲಾಗಿದ್ದು ಕಟ್ಟಡ ನಿರ್ಮಾಣ ಚಟುವಟಿಕೆಗಳನ್ನು ನಿಷೇಧಿಸಲಾಗಿದೆ. ಹೊರಾಂಗಣ ಕ್ರೀಡಾ ಚಟುವಟಿಕೆಗಳನ್ನು ತಪ್ಪಿಸುವಂತೆ ವೈದ್ಯರು ಸಲಹೆ ನೀಡಿದ್ದಾರೆ.	[10, 1244, 200, 1364]
bcci-headline-line2: ಮುಂಬೈಗೆ ಸ್ಥಳಾಂತರಿಸಿದ ಬಿಸಿಸಿಐ	[132, 1198, 458, 1234]
annamalai-body-right	[768, 1354, 940, 1484]
afghan-dateline: ಕಾಬೂಲ್:	[10, 435, 39, 445]
bcci-text-mid: ಕ್ರೀಡಾಪಟುಗಳು, ಅಧಿಕಾರಿಗಳು ಮತ್ತು ಪ್ರೇಕ್ಷಕರ ಆರೋಗ್ಯ ಮತ್ತು ಸುರಕ್ಷತೆಗೆ ಆದ್ಯತೆ ನೀಡುವುದು ನಮ್ಮ ಕರ್ತವ್ಯ ಎಂದು ಬಿಸಿಸಿಐ ಹೇಳಿದೆ. ವೇಳಾಪಟ್ಟಿಯಲ್ಲಿ ಬೇರೆ ಯಾವುದೇ ಬದಲಾವಣೆ ಇಲ್ಲ ಎಂದು ಸ್ಪಷ್ಟಪಡಿಸಿದೆ.	[205, 1420, 377, 1463]
annamalai-body-left	[590, 1354, 762, 1484]
udhayanidhi-text: ಸಂಸ್ಕೃತ ಮೃತ ಭಾಷೆ ಎಂದು ತಮಿಳುನಾಡು ಉಪ ಮುಖ್ಯಮಂತ್ರಿ ಉದಯನಿಧಿ ಸ್ಟಾಲಿನ್ ಹೇಳಿಕೆ ನೀಡಿದ್ದಾರೆ. ಅವರ ಹೇಳಿಕೆಯನ್ನು ಬಿಜೆಪಿ ತೀವ್ರವಾಗಿ ಖಂಡಿಸಿದೆ. ತಮಿಳು ಭಾಷೆಗೆ ಕೇಂದ್ರ ಸರ್ಕಾರ ನೀಡುತ್ತಿರುವ ಅನುದಾನಕ್ಕಿಂತ ಸಂಸ್ಕೃತಕ್ಕೆ ಹೆಚ್ಚಿನ ಹಣ ನೀಡಲಾಗುತ್ತಿದೆ ಎಂದು ಅವರು ಆರೋಪಿಸಿದರು. ಡಿಎಂಕೆ ನಾಯಕ ಉದಯನಿಧಿ ಸ್ಟಾಲಿನ್ ಕಾರ್ಯಕ್ರಮವೊಂದರಲ್ಲಿ ಮಾತನಾಡುತ್ತಾ ಈ ಹೇಳಿಕೆ ನೀಡಿದರು. ಕಳೆದ ಹತ್ತು ವರ್ಷಗಳಲ್ಲಿ ತಮಿಳು ಅಭಿವೃದ್ಧಿಗೆ ಕೇವಲ 150 ಕೋಟಿ ರೂ. ಮಂಜೂರು ಮಾಡಲಾಗಿದೆ. ಆದರೆ ಸಂಸ್ಕೃತಕ್ಕೆ 2,400 ಕೋಟಿ ರೂ. ನೀಡಲಾಗಿದೆ ಎಂದು ಅವರು ಆರೋಪಿಸಿದರು. ಈ ಹೇಳಿಕೆ ರಾಜಕೀಯ ವಲಯದಲ್ಲಿ ಭಾರಿ ಚರ್ಚೆಗೆ ಕಾರಣವಾಗಿದೆ. ಬಿಜೆಪಿ ನಾಯಕರು ಕ್ಷಮೆಯಾಚನೆಗೆ ಒತ್ತಾಯಿಸಿದ್ದಾರೆ. ಭಾಷೆಗಳ ನಡುವೆ ತಾರತಮ್ಯ ಸಲ್ಲದು ಎಂದು ಹಲವರು ಪ್ರತಿಕ್ರಿಯಿಸಿದ್ದಾರೆ.	[208, 820, 386, 962]
tejas-headline-line1: ಭಾರತದ ತೇಜಸ್ ಯುದ್ಧ	[315, 373, 625, 418]
tejas-body-right	[560, 685, 730, 763]
tejas-body-left	[211, 470, 375, 762]
annamalai-greeting-scene	[590, 1190, 940, 1350]
labour-body-left	[396, 822, 506, 1132]
tejas-crash-photo	[381, 470, 730, 680]
labour-dateline: ನವದೆಹಲಿ:	[396, 822, 426, 832]
fatima-photo	[407, 117, 567, 341]
tejas-kicker: ದುಬೈ ಏರ್ ಶೋ ವೇಳೆ ದುರಂತ	[403, 354, 537, 369]
fatima-body-left	[212, 116, 402, 344]
quake-dateline: ಇಸ್ಲಾಮಾಬಾದ್:	[748, 832, 792, 842]
